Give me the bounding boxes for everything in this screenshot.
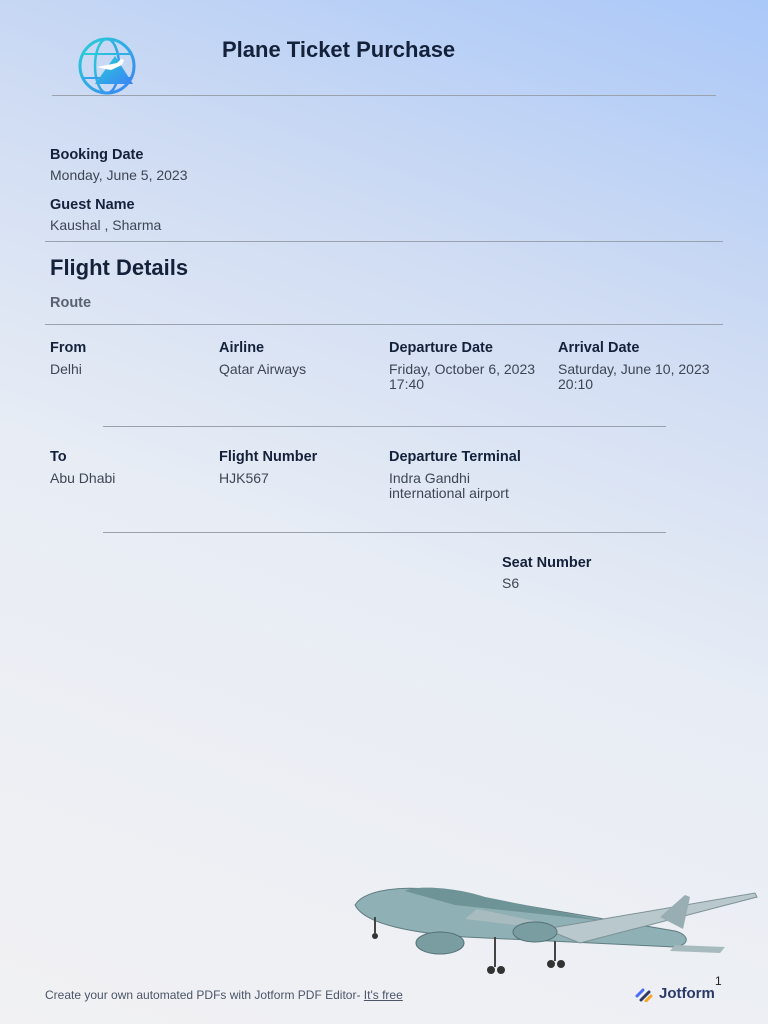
- departure-date-label: Departure Date: [389, 340, 493, 356]
- page-title: Plane Ticket Purchase: [222, 37, 456, 62]
- header-divider: [52, 95, 716, 96]
- from-label: From: [50, 340, 87, 356]
- to-value: Abu Dhabi: [50, 470, 116, 486]
- booking-date-value: Monday, June 5, 2023: [50, 167, 188, 183]
- departure-terminal-value-line2: international airport: [389, 485, 509, 501]
- brand-name: Jotform: [659, 985, 715, 1002]
- seat-number-label: Seat Number: [502, 555, 592, 571]
- airplane-photo: [345, 875, 765, 980]
- arrival-date-label: Arrival Date: [558, 340, 640, 356]
- flight-details-heading: Flight Details: [50, 255, 189, 280]
- guest-name-value: Kaushal , Sharma: [50, 217, 162, 233]
- jotform-brand[interactable]: [635, 985, 715, 1002]
- airline-label: Airline: [219, 340, 265, 356]
- booking-date-label: Booking Date: [50, 147, 144, 163]
- globe-plane-icon: [77, 36, 137, 96]
- from-value: Delhi: [50, 361, 82, 377]
- flight-number-label: Flight Number: [219, 449, 318, 465]
- row-divider: [103, 532, 666, 533]
- footer-link[interactable]: It's free: [363, 988, 403, 1002]
- guest-name-label: Guest Name: [50, 197, 135, 213]
- departure-time-value: 17:40: [389, 376, 425, 392]
- arrival-date-value: Saturday, June 10, 2023: [558, 361, 710, 377]
- route-divider: [45, 324, 723, 325]
- footer-note: [45, 988, 403, 1002]
- page-number: 1: [715, 974, 722, 988]
- departure-terminal-value-line1: Indra Gandhi: [389, 470, 470, 486]
- row-divider: [103, 426, 666, 427]
- section-divider: [45, 241, 723, 242]
- jotform-logo-icon: [635, 986, 653, 1002]
- departure-terminal-label: Departure Terminal: [389, 449, 521, 465]
- footer-text: Create your own automated PDFs with Jotform PDF Editor-: [45, 988, 361, 1002]
- seat-number-value: S6: [502, 575, 520, 591]
- airline-value: Qatar Airways: [219, 361, 307, 377]
- arrival-time-value: 20:10: [558, 376, 594, 392]
- route-label: Route: [50, 295, 92, 311]
- departure-date-value: Friday, October 6, 2023: [389, 361, 536, 377]
- flight-number-value: HJK567: [219, 470, 269, 486]
- to-label: To: [50, 449, 67, 465]
